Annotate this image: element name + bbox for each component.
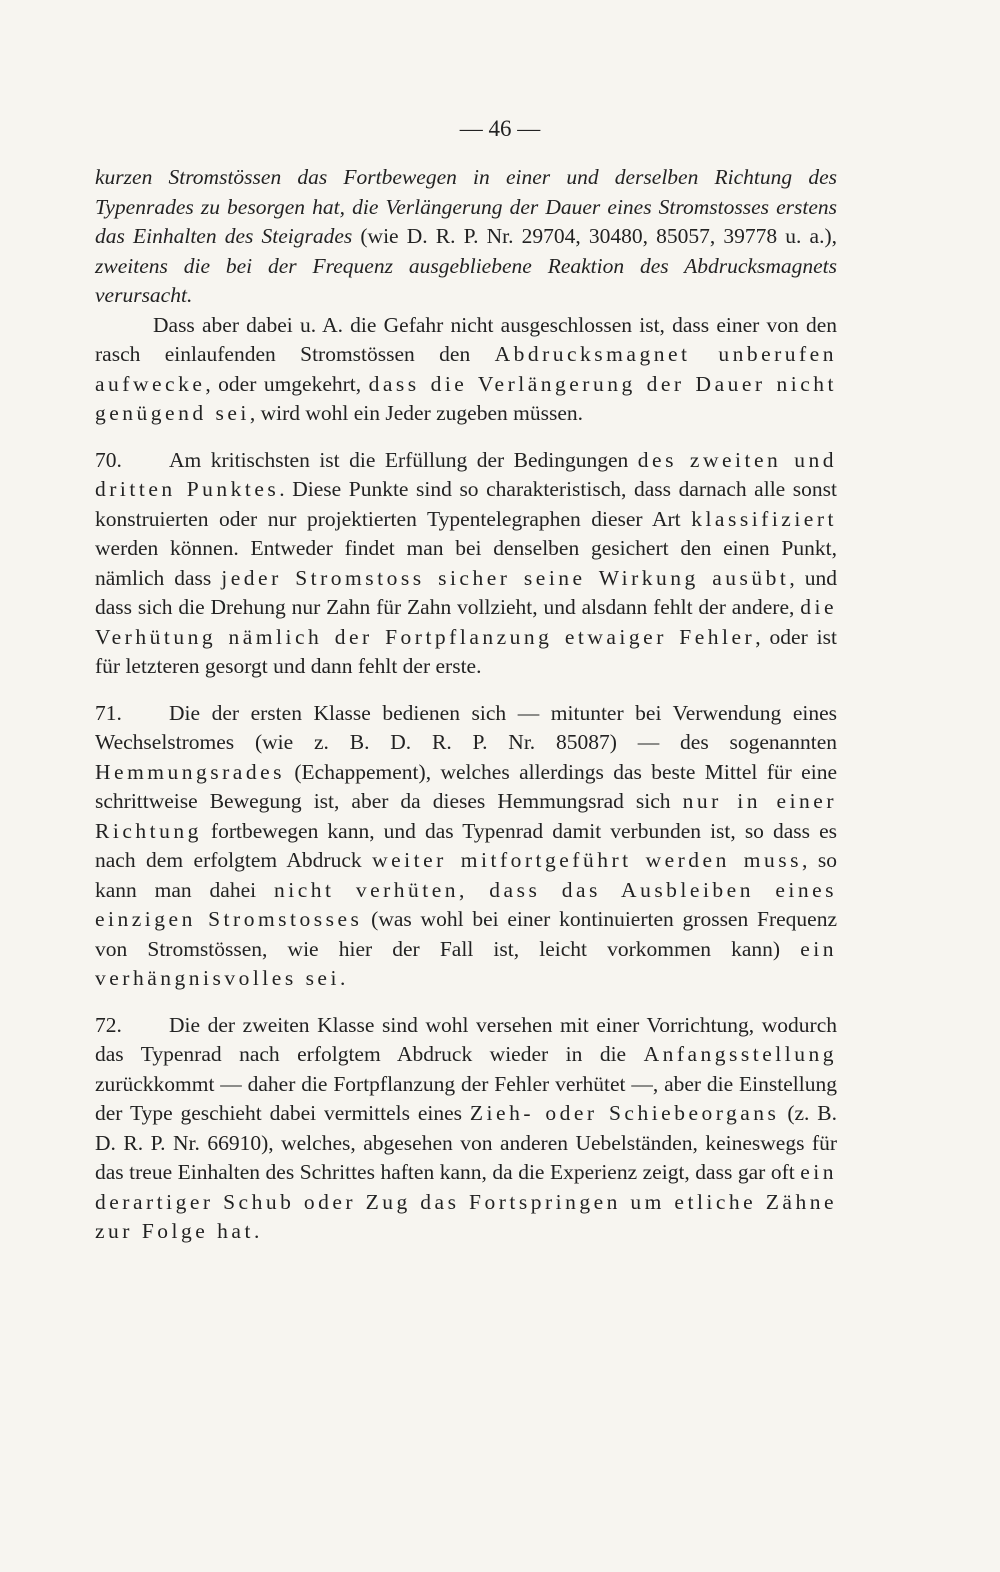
section-72 — [95, 1011, 837, 1247]
body-text — [95, 163, 837, 1247]
spaced-text: jeder Stromstoss sicher seine Wirkung ausübt — [221, 565, 790, 590]
text-run: , und dass sich die Drehung nur Zahn für Zahn vollzieht, und alsdann fehlt der andere, — [95, 565, 837, 619]
patent-reference: (wie D. R. P. Nr. 29704, 30480, 85057, 39778 u. a.), — [352, 224, 837, 248]
text-run: fortbewegen kann, und das Typenrad damit verbunden ist, so dass es nach dem erfolgtem Abdruck — [95, 818, 837, 872]
text-run: Die der zweiten Klasse sind wohl versehen mit einer Vorrichtung, wodurch das Typenrad nach erfolgtem Abdruck wieder in die — [95, 1012, 837, 1066]
text-run: , so kann man dahei — [95, 848, 837, 902]
spaced-text: klassifiziert — [691, 506, 837, 531]
spaced-text: ein verhängnisvolles sei. — [95, 936, 837, 990]
text-run: (Echappement), welches allerdings das beste Mittel für eine schrittweise Bewegung ist, aber da dieses Hemmungsrad sich — [95, 759, 837, 813]
paragraph-intro — [95, 163, 837, 311]
italic-text: zweitens die bei der Frequenz ausgebliebene Reaktion des Abdrucksmagnets verursacht. — [95, 253, 837, 307]
section-70 — [95, 446, 837, 682]
spaced-text: ein derartiger Schub oder Zug das Fortspringen um etliche Zähne zur Folge hat. — [95, 1160, 837, 1243]
spaced-text: nicht verhüten, dass das Ausbleiben eines einzigen Stromstosses — [95, 877, 838, 931]
section-71 — [95, 699, 837, 994]
text-run: (was wohl bei einer kontinuierten grossen Frequenz von Stromstössen, wie hier der Fall ist, leicht vorkommen kann) — [95, 907, 837, 961]
text-run: , oder umgekehrt, — [205, 371, 369, 396]
italic-text: kurzen Stromstössen das Fortbewegen in einer und derselben Richtung des Typenrades zu besorgen hat, die Verlängerung der Dauer eines Stromstosses erstens das Einhalten des Steigrades — [95, 165, 837, 248]
section-number: 72. — [95, 1012, 122, 1037]
spaced-text: des zweiten und dritten Punktes — [95, 447, 838, 501]
paragraph-danger — [95, 311, 837, 429]
text-run: . Diese Punkte sind so charakteristisch, dass darnach alle sonst konstruierten oder nur projektierten Typentelegraphen dieser Art — [95, 477, 837, 531]
page-number: — 46 — — [459, 116, 541, 141]
spaced-text: Zieh- oder Schiebeorgans — [469, 1101, 780, 1125]
spaced-text: nur in einer Richtung — [95, 789, 837, 843]
text-run: werden können. Entweder findet man bei denselben gesichert den einen Punkt, nämlich dass — [95, 536, 837, 590]
spaced-text: Abdrucksmagnet unberufen aufwecke — [95, 342, 837, 396]
section-number: 70. — [95, 447, 122, 472]
text-run: , oder ist für letzteren gesorgt und dann fehlt der erste. — [95, 624, 837, 678]
text-run: (z. B. D. R. P. Nr. 66910), welches, abgesehen von anderen Uebelständen, keineswegs für das treue Einhalten des Schrittes haften kann, da die Experienz zeigt, dass gar oft — [95, 1101, 837, 1184]
text-run: zurückkommt — daher die Fortpflanzung der Fehler verhütet —, aber die Einstellung der Type geschieht dabei vermittels eines — [95, 1071, 837, 1125]
text-run: , wird wohl ein Jeder zugeben müssen. — [249, 401, 584, 425]
spaced-text: Hemmungsrades — [95, 759, 285, 784]
text-run: Dass aber dabei u. A. die Gefahr nicht ausgeschlossen ist, dass einer von den rasch einlaufenden Stromstössen den — [95, 312, 837, 366]
spaced-text: dass die Verlängerung der Dauer nicht genügend sei — [95, 371, 837, 425]
section-number: 71. — [95, 700, 122, 725]
spaced-text: Anfangsstellung — [643, 1042, 837, 1066]
spaced-text: weiter mitfortgeführt werden muss — [372, 848, 803, 872]
text-run: Die der ersten Klasse bedienen sich — mitunter bei Verwendung eines Wechselstromes (wie z. B. D. R. P. Nr. 85087) — des sogenannten — [95, 700, 837, 754]
spaced-text: die Verhütung nämlich der Fortpflanzung etwaiger Fehler — [95, 595, 837, 649]
text-run: Am kritischsten ist die Erfüllung der Bedingungen — [169, 447, 638, 472]
